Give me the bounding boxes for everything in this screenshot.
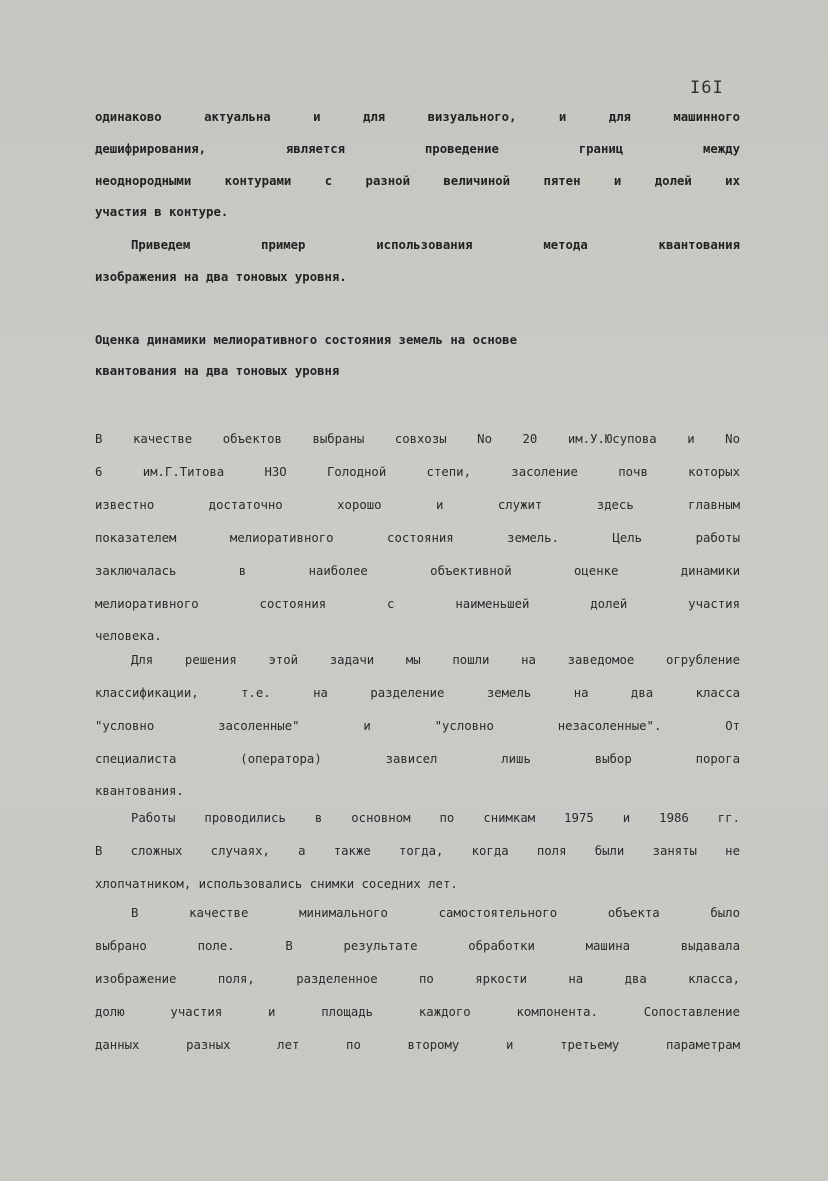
section-heading bbox=[95, 331, 740, 380]
example-paragraph bbox=[95, 236, 740, 286]
text-line: изображение поля, разделенное по яркости на два класса, bbox=[95, 972, 740, 986]
page-number: I6I bbox=[690, 78, 724, 98]
heading-line: квантования на два тоновых уровня bbox=[95, 364, 340, 378]
text-line: одинаково актуальна и для визуального, и для машинного bbox=[95, 110, 740, 124]
text-line: показателем мелиоративного состояния земель. Цель работы bbox=[95, 531, 740, 545]
text-line: долю участия и площадь каждого компонента. Сопоставление bbox=[95, 1005, 740, 1019]
text-line: В качестве объектов выбраны совхозы No 20 им.У.Юсупова и No bbox=[95, 432, 740, 446]
text-line: неоднородными контурами с разной величиной пятен и долей их bbox=[95, 174, 740, 188]
text-line: Работы проводились в основном по снимкам 1975 и 1986 гг. bbox=[131, 811, 740, 825]
paragraph-minimal-object bbox=[95, 904, 740, 1054]
text-line: мелиоративного состояния с наименьшей долей участия bbox=[95, 597, 740, 611]
text-line: специалиста (оператора) зависел лишь выбор порога bbox=[95, 752, 740, 766]
text-line: известно достаточно хорошо и служит здесь главным bbox=[95, 498, 740, 512]
text-line: изображения на два тоновых уровня. bbox=[95, 270, 347, 284]
intro-paragraph bbox=[95, 108, 740, 221]
heading-line: Оценка динамики мелиоративного состояния земель на основе bbox=[95, 333, 517, 347]
text-line: дешифрирования, является проведение границ между bbox=[95, 142, 740, 156]
text-line: В качестве минимального самостоятельного объекта было bbox=[131, 906, 740, 920]
paragraph-work bbox=[95, 809, 740, 893]
text-line: квантования. bbox=[95, 784, 184, 798]
text-line: данных разных лет по второму и третьему параметрам bbox=[95, 1038, 740, 1052]
text-line: выбрано поле. В результате обработки машина выдавала bbox=[95, 939, 740, 953]
text-line: "условно засоленные" и "условно незасоленные". От bbox=[95, 719, 740, 733]
text-line: человека. bbox=[95, 629, 162, 643]
paragraph-objects bbox=[95, 430, 740, 645]
text-line: Приведем пример использования метода квантования bbox=[131, 238, 740, 252]
text-line: хлопчатником, использовались снимки соседних лет. bbox=[95, 877, 458, 891]
text-line: 6 им.Г.Титова НЗО Голодной степи, засоление почв которых bbox=[95, 465, 740, 479]
text-line: Для решения этой задачи мы пошли на заведомое огрубление bbox=[131, 653, 740, 667]
text-line: участия в контуре. bbox=[95, 205, 229, 219]
text-line: классификации, т.е. на разделение земель на два класса bbox=[95, 686, 740, 700]
text-line: заключалась в наиболее объективной оценке динамики bbox=[95, 564, 740, 578]
text-line: В сложных случаях, а также тогда, когда поля были заняты не bbox=[95, 844, 740, 858]
paragraph-task bbox=[95, 651, 740, 800]
